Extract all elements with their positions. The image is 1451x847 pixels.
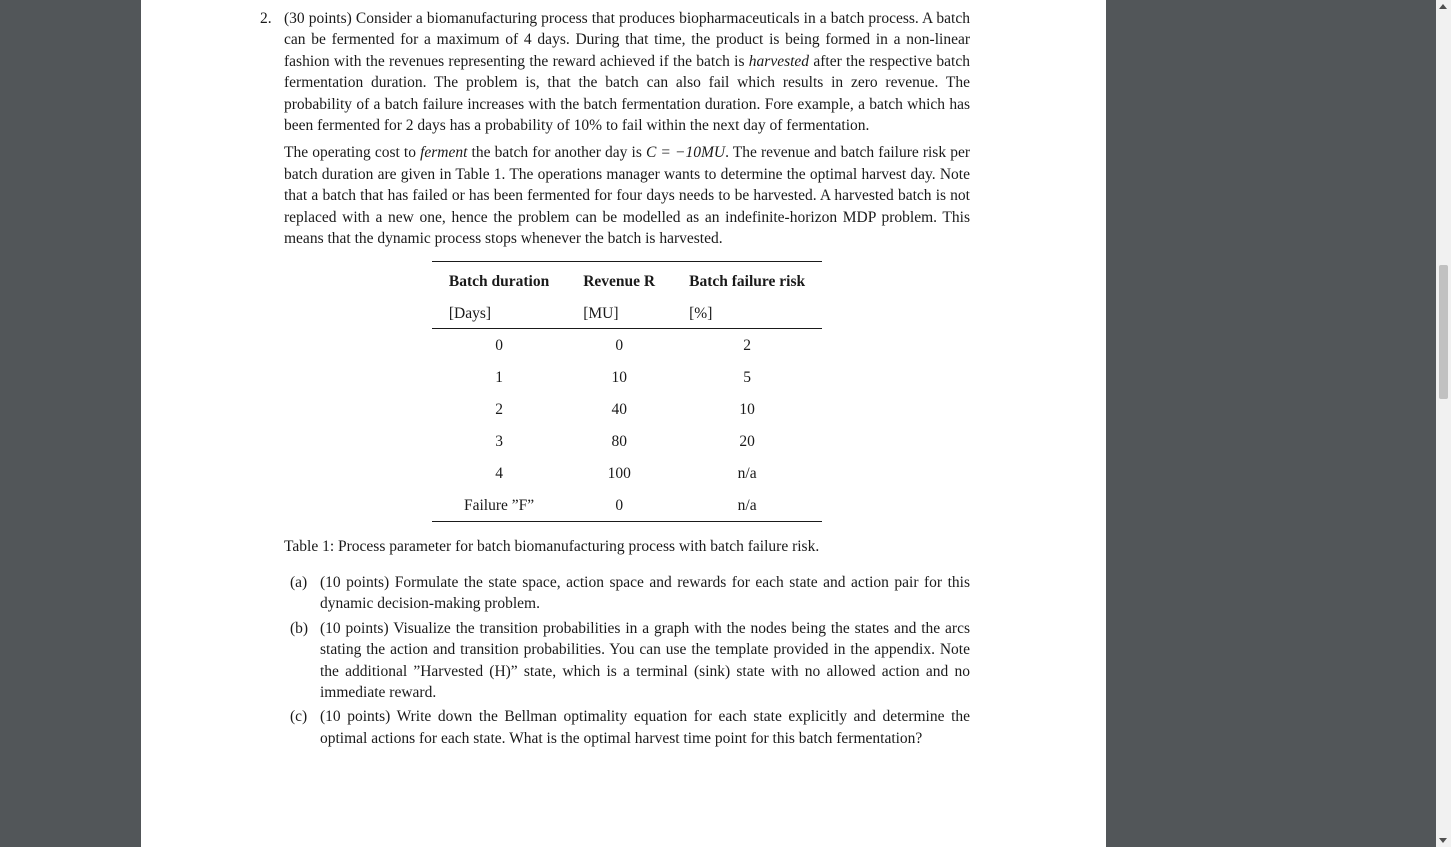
cell-revenue: 40 <box>611 400 627 418</box>
subquestion-list <box>284 572 970 749</box>
cell-revenue: 10 <box>611 368 627 386</box>
problem-2 <box>260 8 970 249</box>
header-batch-duration: Batch duration <box>448 272 550 290</box>
subquestion-label: (c) <box>290 708 308 726</box>
subquestion-label: (b) <box>290 619 309 637</box>
emphasis-harvested: harvested <box>748 52 810 70</box>
header-revenue: Revenue R <box>583 272 656 290</box>
cell-risk: n/a <box>737 496 757 514</box>
problem-paragraph-1 <box>284 8 970 136</box>
cell-risk: 20 <box>739 432 755 450</box>
text-segment: (30 points) Consider a biomanufacturing process that produces biopharmaceuticals in a batch process. A batch can be fermented for a maximum of 4 days. During that time, the product is being formed in a non-linear fashion with the revenues representing the reward achieved if the batch is <box>284 10 970 70</box>
table-units-row <box>432 296 822 329</box>
table-row <box>432 457 822 489</box>
document-page <box>141 0 1106 847</box>
subquestion-text: (10 points) Write down the Bellman optimality equation for each state explicitly and determine the optimal actions for each state. What is the optimal harvest time point for this batch fermentation? <box>320 708 970 747</box>
page-content <box>260 8 970 752</box>
subquestion-c <box>284 706 970 749</box>
cell-duration: 3 <box>495 432 503 450</box>
table-caption: Table 1: Process parameter for batch biomanufacturing process with batch failure risk. <box>284 538 820 556</box>
table-header-row <box>432 262 822 297</box>
problem-paragraph-2 <box>284 142 970 249</box>
header-failure-risk: Batch failure risk <box>689 272 806 290</box>
vertical-scrollbar[interactable] <box>1436 0 1451 847</box>
parameter-table <box>432 261 822 522</box>
cell-risk: 5 <box>743 368 751 386</box>
cell-risk: 10 <box>739 400 755 418</box>
text-segment: the batch for another day is <box>467 144 646 162</box>
subquestion-text: (10 points) Formulate the state space, action space and rewards for each state and action pair for this dynamic decision-making problem. <box>320 573 970 613</box>
problem-number: 2. <box>260 10 272 27</box>
math-operating-cost: C = −10MU <box>645 144 726 162</box>
table-row <box>432 361 822 393</box>
table-row <box>432 329 822 362</box>
cell-revenue: 0 <box>615 336 624 354</box>
cell-revenue: 80 <box>611 432 627 450</box>
table-row <box>432 425 822 457</box>
subquestion-label: (a) <box>290 573 308 591</box>
cell-risk: 2 <box>743 336 751 354</box>
subquestion-text: (10 points) Visualize the transition probabilities in a graph with the nodes being the states and the arcs stating the action and transition probabilities. You can use the template provided in the appendix. Note the additional ”Harvested (H)” state, which is a terminal (sink) state with no allowed action and no immediate reward. <box>320 619 970 701</box>
table-row <box>432 489 822 522</box>
cell-revenue: 0 <box>615 496 624 514</box>
scroll-thumb[interactable] <box>1439 265 1448 399</box>
unit-percent: [%] <box>689 304 713 322</box>
scroll-down-arrow-icon[interactable] <box>1439 838 1447 843</box>
emphasis-ferment: ferment <box>420 144 468 162</box>
cell-duration: 0 <box>495 336 503 354</box>
text-segment: The operating cost to <box>284 144 421 162</box>
cell-revenue: 100 <box>607 464 631 482</box>
cell-duration: Failure ”F” <box>463 496 535 514</box>
scroll-up-arrow-icon[interactable] <box>1439 4 1447 9</box>
unit-mu: [MU] <box>583 304 619 322</box>
text-segment: . The revenue and batch failure risk per batch duration are given in Table 1. The operations manager wants to determine the optimal harvest day. Note that a batch that has failed or has been fermented for four days needs to be harvested. A harvested batch is not replaced with a new one, hence the problem can be modelled as an indefinite-horizon MDP problem. This means that the dynamic process stops whenever the batch is harvested. <box>284 144 970 248</box>
subquestion-b <box>284 618 970 704</box>
cell-duration: 4 <box>495 464 503 482</box>
cell-duration: 1 <box>495 368 503 386</box>
cell-duration: 2 <box>495 400 503 418</box>
subquestion-a <box>284 572 970 615</box>
table-row <box>432 393 822 425</box>
text-segment: after the respective batch fermentation duration. The problem is, that the batch can also fail which results in zero revenue. The probability of a batch failure increases with the batch fermentation duration. Fore example, a batch which has been fermented for 2 days has a probability of 10% to fail within the next day of fermentation. <box>284 52 970 135</box>
cell-risk: n/a <box>737 464 757 482</box>
unit-days: [Days] <box>448 304 492 322</box>
